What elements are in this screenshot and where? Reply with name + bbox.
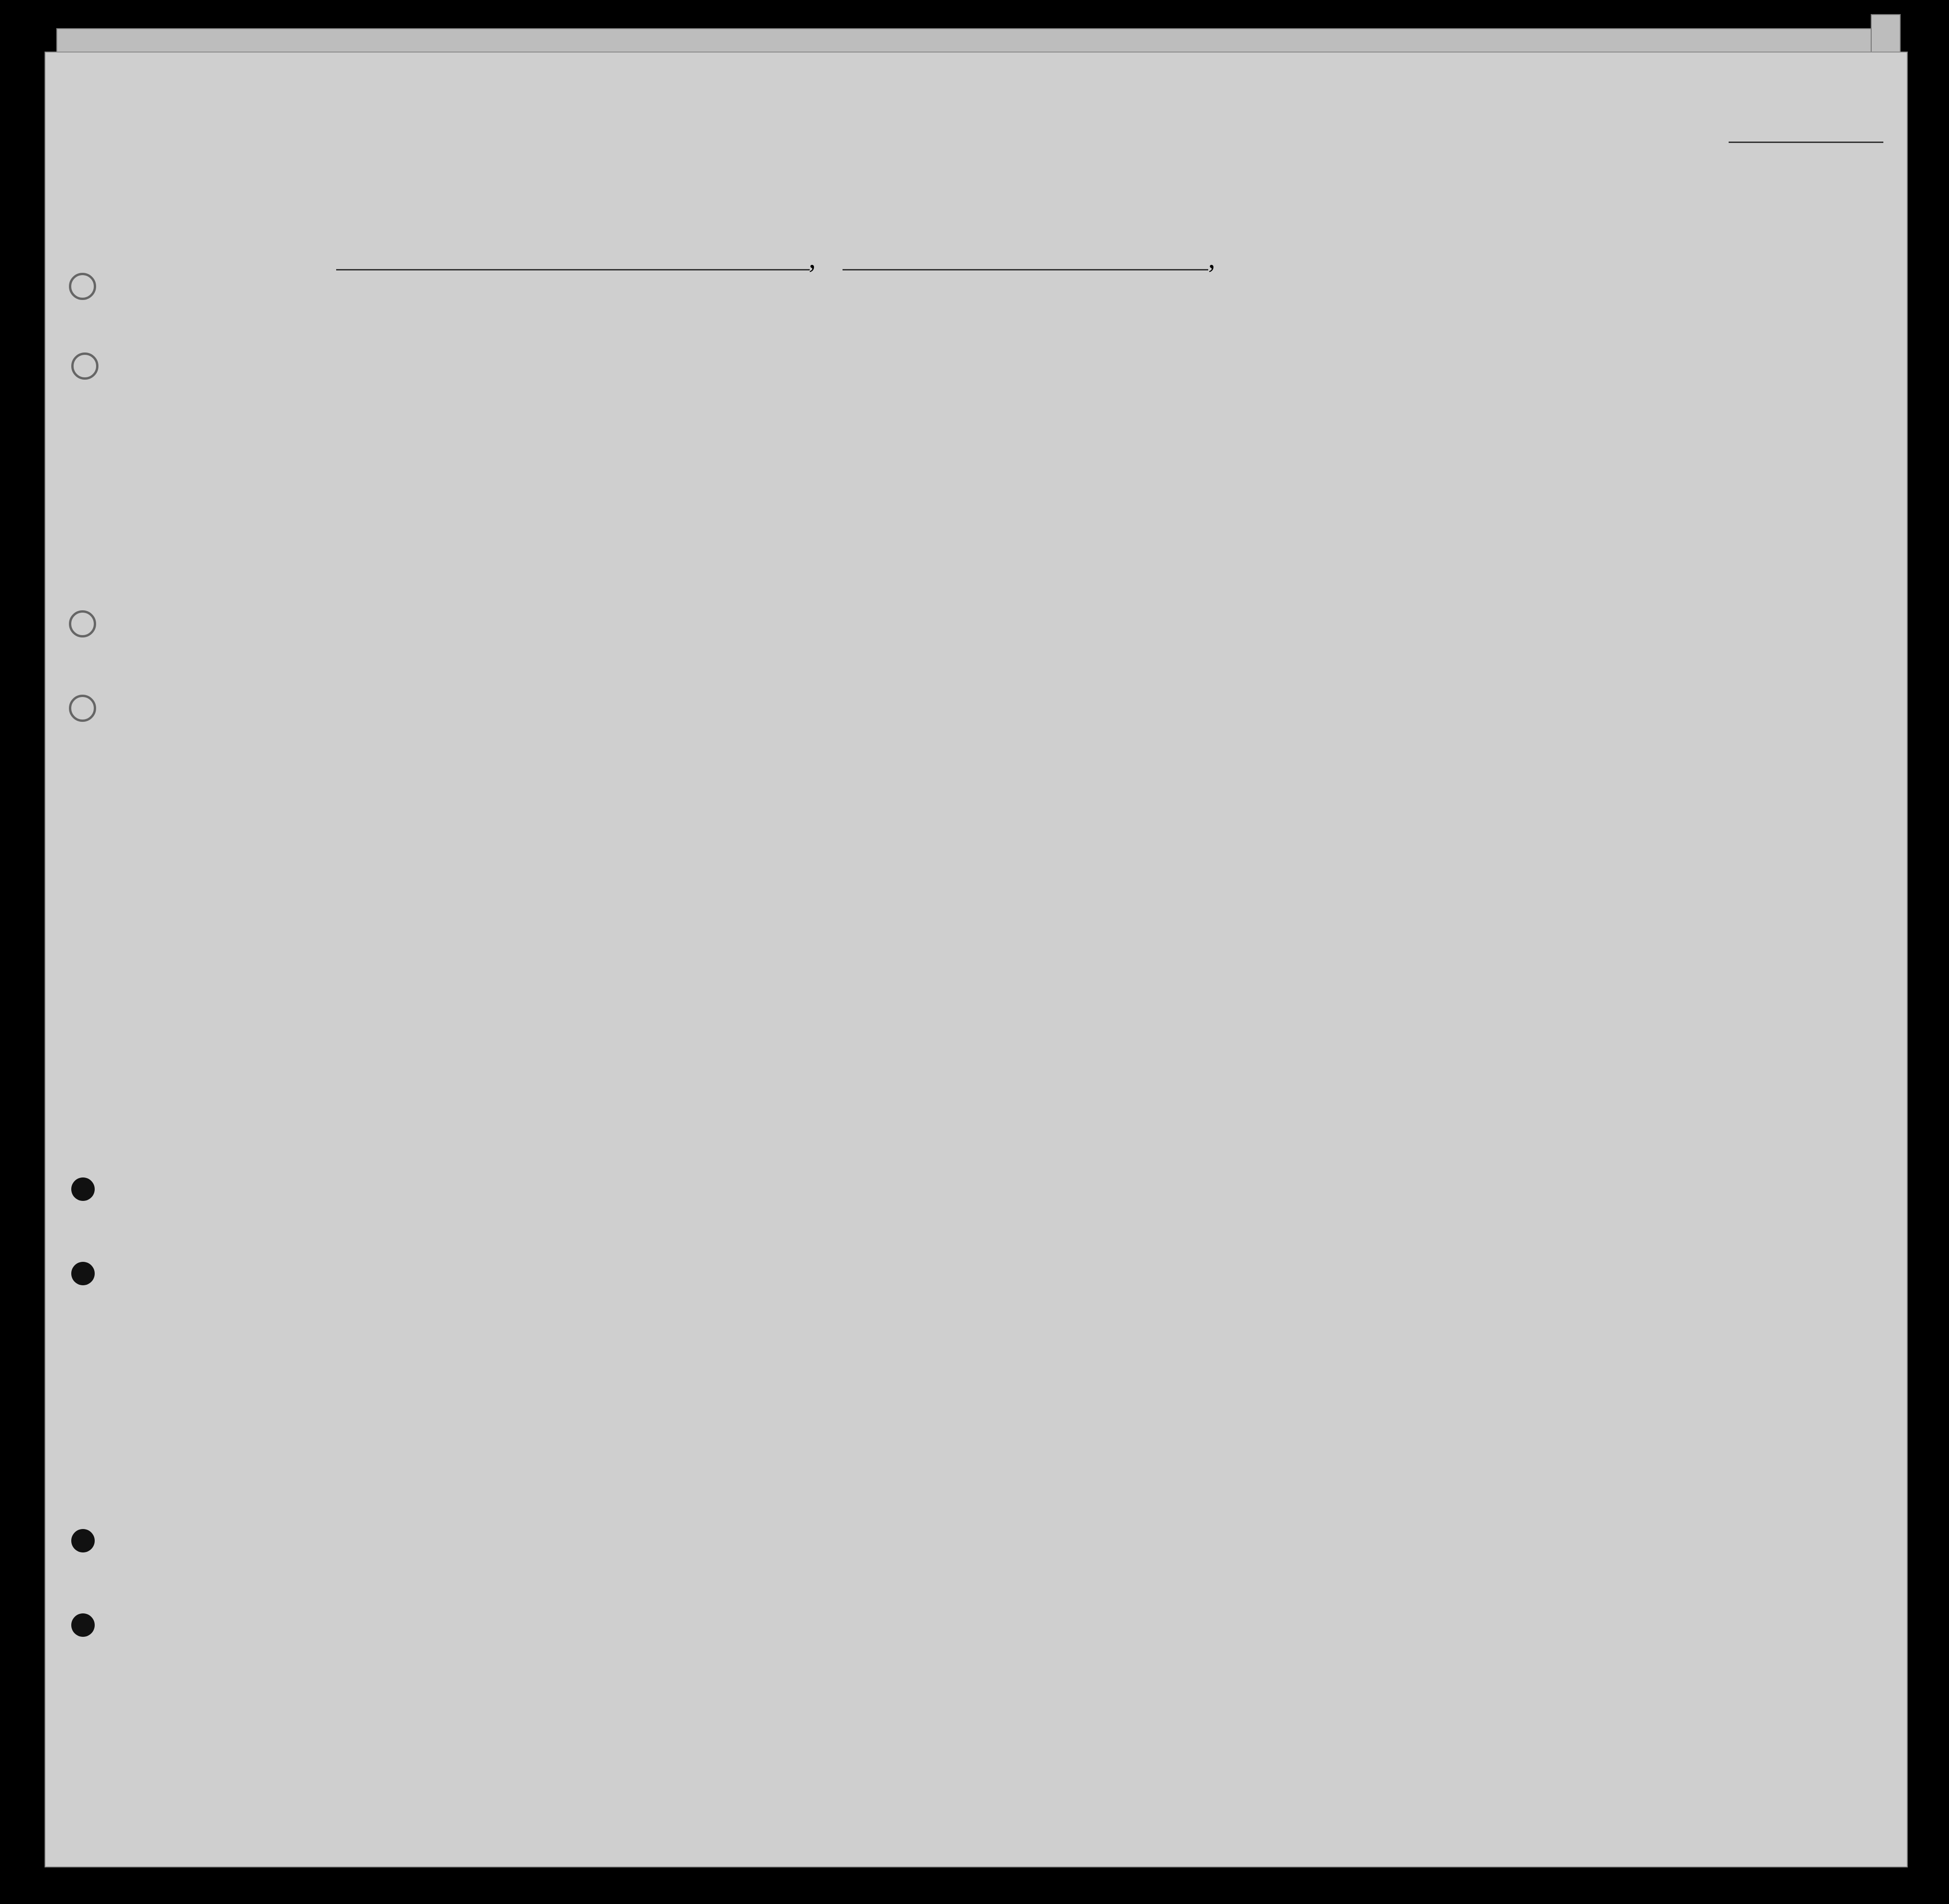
table-grid <box>45 52 1907 1867</box>
binder-hole-6 <box>71 1262 95 1285</box>
immigration-manifest-sheet <box>45 52 1908 1867</box>
comma: , <box>809 243 816 274</box>
binder-hole-7 <box>71 1529 95 1552</box>
binder-hole-4 <box>69 695 96 722</box>
binder-hole-1 <box>69 273 96 300</box>
binder-hole-5 <box>71 1177 95 1201</box>
binder-hole-2 <box>71 352 98 380</box>
comma-2: , <box>1208 243 1215 274</box>
binder-hole-8 <box>71 1613 95 1637</box>
binder-hole-3 <box>69 610 96 637</box>
